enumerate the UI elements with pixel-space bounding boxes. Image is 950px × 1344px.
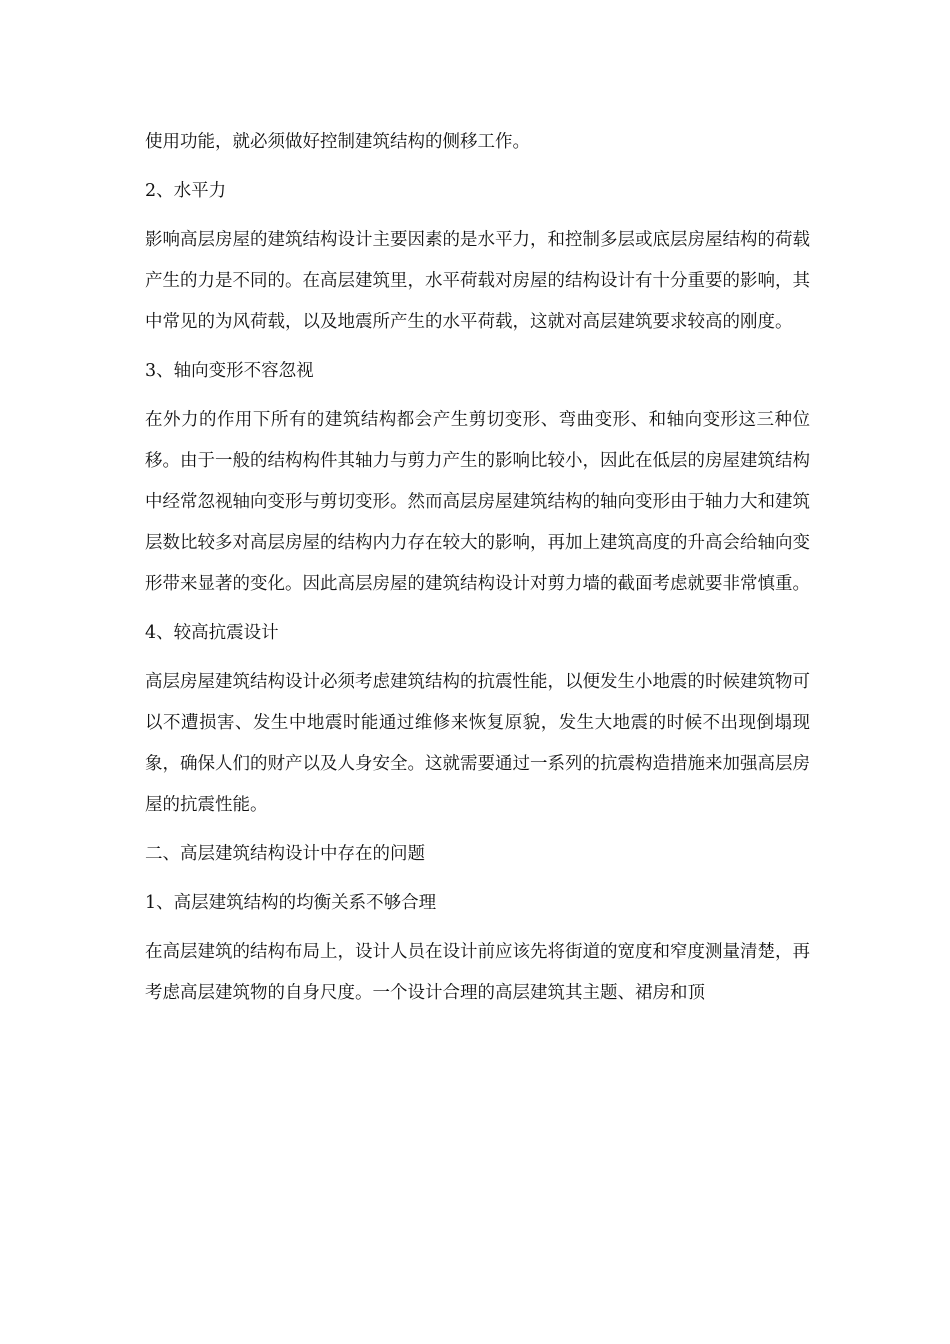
section-heading-seismic-design: 4、较高抗震设计 xyxy=(145,623,279,643)
paragraph-continuation: 使用功能，就必须做好控制建筑结构的侧移工作。 xyxy=(145,132,530,152)
paragraph-axial-deformation: 在外力的作用下所有的建筑结构都会产生剪切变形、弯曲变形、和轴向变形这三种位移。由于一般的结构构件其轴力与剪力产生的影响比较小，因此在低层的房屋建筑结构中经常忽视轴向变形与剪切变形。然而高层房屋建筑结构的轴向变形由于轴力大和建筑层数比较多对高层房屋的结构内力存在较大的影响，再加上建筑高度的升高会给轴向变形带来显著的变化。因此高层房屋的建筑结构设计对剪力墙的截面考虑就要非常慎重。 xyxy=(145,410,810,594)
section-heading-axial-deformation: 3、轴向变形不容忽视 xyxy=(145,361,314,381)
section-heading-horizontal-force: 2、水平力 xyxy=(145,181,227,201)
paragraph-horizontal-force: 影响高层房屋的建筑结构设计主要因素的是水平力，和控制多层或底层房屋结构的荷载产生的力是不同的。在高层建筑里，水平荷载对房屋的结构设计有十分重要的影响，其中常见的为风荷载，以及地震所产生的水平荷载，这就对高层建筑要求较高的刚度。 xyxy=(145,230,810,332)
chapter-heading-problems: 二、高层建筑结构设计中存在的问题 xyxy=(145,844,425,864)
section-heading-balance: 1、高层建筑结构的均衡关系不够合理 xyxy=(145,893,437,913)
paragraph-balance: 在高层建筑的结构布局上，设计人员在设计前应该先将街道的宽度和窄度测量清楚，再考虑高层建筑物的自身尺度。一个设计合理的高层建筑其主题、裙房和顶 xyxy=(145,942,810,1003)
document-body xyxy=(145,122,810,1022)
paragraph-seismic-design: 高层房屋建筑结构设计必须考虑建筑结构的抗震性能，以便发生小地震的时候建筑物可以不遭损害、发生中地震时能通过维修来恢复原貌，发生大地震的时候不出现倒塌现象，确保人们的财产以及人身安全。这就需要通过一系列的抗震构造措施来加强高层房屋的抗震性能。 xyxy=(145,672,810,815)
